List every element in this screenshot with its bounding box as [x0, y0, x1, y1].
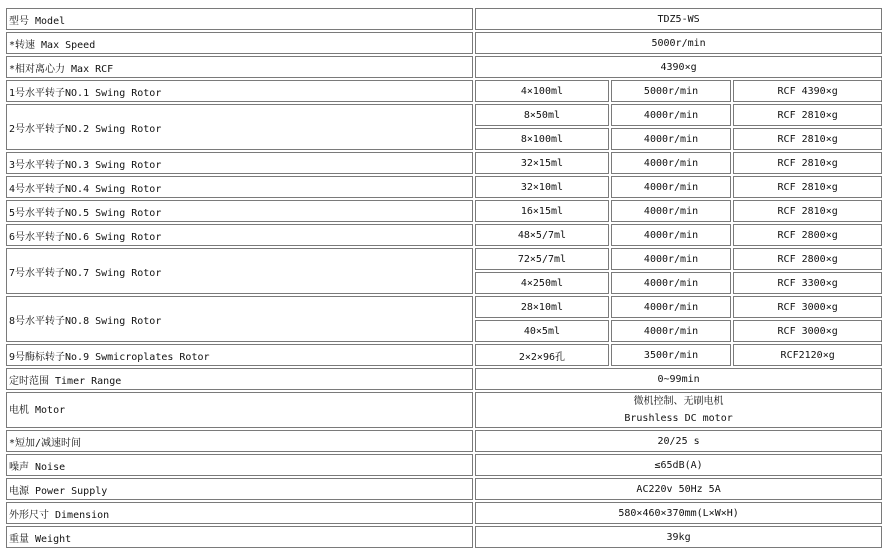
- table-row: [6, 176, 882, 198]
- rotor-5-speed: 4000r/min: [611, 200, 732, 222]
- table-row: [6, 296, 882, 318]
- rotor-3-rcf: RCF 2810×g: [733, 152, 882, 174]
- motor-value-cn: 微机控制、无刷电机: [633, 396, 724, 407]
- table-row: [6, 224, 882, 246]
- max-rcf-value: 4390×g: [475, 56, 882, 78]
- rotor-3-speed: 4000r/min: [611, 152, 732, 174]
- noise-value: ≤65dB(A): [475, 454, 882, 476]
- rotor-2a-rcf: RCF 2810×g: [733, 104, 882, 126]
- rotor-6-label: 6号水平转子NO.6 Swing Rotor: [6, 224, 473, 246]
- rotor-4-capacity: 32×10ml: [475, 176, 609, 198]
- rotor-7-label: 7号水平转子NO.7 Swing Rotor: [6, 248, 473, 294]
- rotor-6-speed: 4000r/min: [611, 224, 732, 246]
- rotor-9-capacity: 2×2×96孔: [475, 344, 609, 366]
- max-rcf-label: *相对离心力 Max RCF: [6, 56, 473, 78]
- table-row: [6, 104, 882, 126]
- rotor-2-label: 2号水平转子NO.2 Swing Rotor: [6, 104, 473, 150]
- table-row: [6, 200, 882, 222]
- timer-label: 定时范围 Timer Range: [6, 368, 473, 390]
- timer-value: 0~99min: [475, 368, 882, 390]
- table-row: [6, 32, 882, 54]
- rotor-2b-capacity: 8×100ml: [475, 128, 609, 150]
- rotor-7a-rcf: RCF 2800×g: [733, 248, 882, 270]
- rotor-7a-speed: 4000r/min: [611, 248, 732, 270]
- rotor-8-label: 8号水平转子NO.8 Swing Rotor: [6, 296, 473, 342]
- table-row: [6, 56, 882, 78]
- rotor-7b-rcf: RCF 3300×g: [733, 272, 882, 294]
- rotor-4-speed: 4000r/min: [611, 176, 732, 198]
- rotor-1-label: 1号水平转子NO.1 Swing Rotor: [6, 80, 473, 102]
- rotor-5-rcf: RCF 2810×g: [733, 200, 882, 222]
- power-value: AC220v 50Hz 5A: [475, 478, 882, 500]
- rotor-5-capacity: 16×15ml: [475, 200, 609, 222]
- table-row: [6, 526, 882, 548]
- rotor-4-label: 4号水平转子NO.4 Swing Rotor: [6, 176, 473, 198]
- rotor-7b-speed: 4000r/min: [611, 272, 732, 294]
- model-value: TDZ5-WS: [475, 8, 882, 30]
- rotor-6-rcf: RCF 2800×g: [733, 224, 882, 246]
- rotor-9-label: 9号酶标转子No.9 Swmicroplates Rotor: [6, 344, 473, 366]
- rotor-1-speed: 5000r/min: [611, 80, 732, 102]
- rotor-1-rcf: RCF 4390×g: [733, 80, 882, 102]
- weight-value: 39kg: [475, 526, 882, 548]
- table-row: [6, 152, 882, 174]
- rotor-8b-rcf: RCF 3000×g: [733, 320, 882, 342]
- rotor-7a-capacity: 72×5/7ml: [475, 248, 609, 270]
- rotor-6-capacity: 48×5/7ml: [475, 224, 609, 246]
- rotor-8b-speed: 4000r/min: [611, 320, 732, 342]
- table-row: [6, 478, 882, 500]
- accel-value: 20/25 s: [475, 430, 882, 452]
- max-speed-label: *转速 Max Speed: [6, 32, 473, 54]
- table-row: [6, 368, 882, 390]
- rotor-2b-speed: 4000r/min: [611, 128, 732, 150]
- motor-value-en: Brushless DC motor: [624, 413, 733, 424]
- rotor-3-capacity: 32×15ml: [475, 152, 609, 174]
- table-row: [6, 392, 882, 428]
- rotor-9-rcf: RCF2120×g: [733, 344, 882, 366]
- motor-value: [475, 392, 882, 428]
- accel-label: *短加/减速时间: [6, 430, 473, 452]
- rotor-5-label: 5号水平转子NO.5 Swing Rotor: [6, 200, 473, 222]
- model-label: 型号 Model: [6, 8, 473, 30]
- table-row: [6, 502, 882, 524]
- rotor-8a-speed: 4000r/min: [611, 296, 732, 318]
- rotor-2a-speed: 4000r/min: [611, 104, 732, 126]
- spec-table: [4, 6, 884, 550]
- noise-label: 噪声 Noise: [6, 454, 473, 476]
- rotor-9-speed: 3500r/min: [611, 344, 732, 366]
- rotor-2a-capacity: 8×50ml: [475, 104, 609, 126]
- rotor-2b-rcf: RCF 2810×g: [733, 128, 882, 150]
- table-row: [6, 454, 882, 476]
- rotor-3-label: 3号水平转子NO.3 Swing Rotor: [6, 152, 473, 174]
- motor-label: 电机 Motor: [6, 392, 473, 428]
- power-label: 电源 Power Supply: [6, 478, 473, 500]
- rotor-8a-rcf: RCF 3000×g: [733, 296, 882, 318]
- rotor-4-rcf: RCF 2810×g: [733, 176, 882, 198]
- max-speed-value: 5000r/min: [475, 32, 882, 54]
- rotor-8b-capacity: 40×5ml: [475, 320, 609, 342]
- dimension-label: 外形尺寸 Dimension: [6, 502, 473, 524]
- rotor-7b-capacity: 4×250ml: [475, 272, 609, 294]
- table-row: [6, 8, 882, 30]
- rotor-8a-capacity: 28×10ml: [475, 296, 609, 318]
- table-row: [6, 80, 882, 102]
- dimension-value: 580×460×370mm(L×W×H): [475, 502, 882, 524]
- table-row: [6, 248, 882, 270]
- weight-label: 重量 Weight: [6, 526, 473, 548]
- table-row: [6, 430, 882, 452]
- rotor-1-capacity: 4×100ml: [475, 80, 609, 102]
- table-row: [6, 344, 882, 366]
